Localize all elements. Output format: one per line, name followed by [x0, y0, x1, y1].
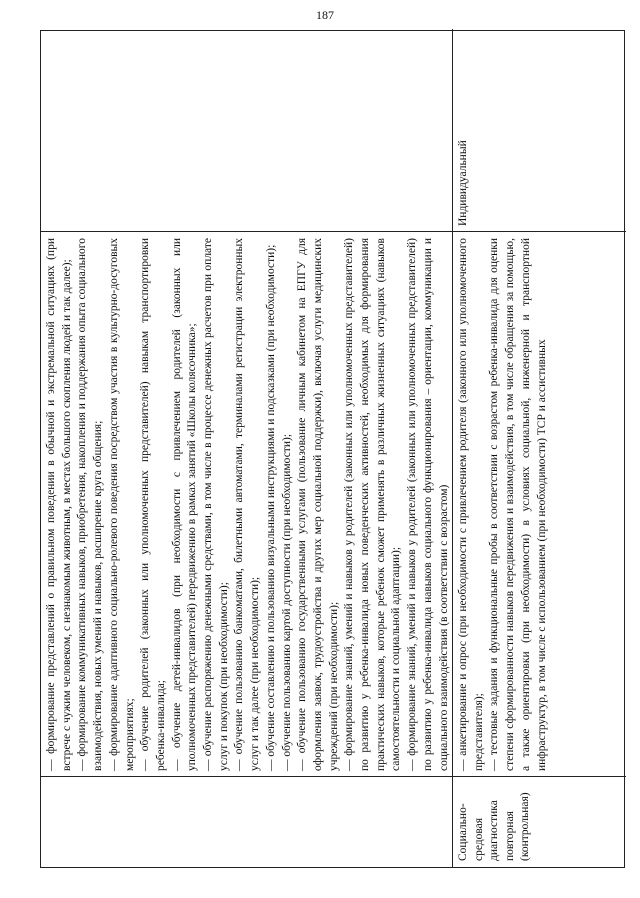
- service-name-cell: Социально-средовая диагностика повторная (контрольная): [457, 792, 531, 861]
- activity-item: — анкетирование и опрос (при необходимости с привлечением родителя (законного или уполномоченного представителя);: [457, 238, 485, 771]
- activity-item: — обучение родителей (законных или уполномоченных представителей) навыкам транспортировки ребенка-инвалида;: [139, 238, 167, 771]
- rehabilitation-table: [40, 30, 625, 868]
- activity-item: — обучение пользованию государственными услугами (пользование личным кабинетом на ЕПГУ для оформления заявок, трудоустройства и других мер социальной поддержки), включая услуги медицинских учреждений (при необходимости);: [296, 238, 340, 771]
- page-number: 187: [316, 8, 334, 22]
- activity-item: — тестовые задания и функциональные пробы в соответствии с возрастом ребенка-инвалида для оценки степени сформированности навыков передвижения и взаимодействия, в том числе обращения за помощью, а также ориентировки (при необходимости) в условиях социальной, инженерной и транспортной инфраструктур, в том числе с использованием (при необходимости) ТСР и ассистивных: [488, 238, 548, 771]
- activity-item: — формирование коммуникативных навыков, приобретения, накопления и поддержания опыта социального взаимодействия, новых умений и навыков, расширение круга общения;: [76, 238, 105, 771]
- rotated-table-page: [40, 30, 625, 868]
- activity-item: — формирование знаний, умений и навыков у родителей (законных или уполномоченных представителей) по развитию у ребенка-инвалида новых поведенческих активностей, необходимых для формирования практических навыков, которые ребенок сможет применять в различных жизненных ситуациях (навыков самостоятельности и социальной адаптации);: [343, 238, 403, 771]
- form-cell: Индивидуальный: [457, 140, 469, 226]
- activities-cell: [453, 232, 626, 777]
- activity-item: — обучение пользованию банкоматами, билетными автоматами, терминалами регистрации электронных услуг и так далее (при необходимости);: [233, 238, 262, 771]
- activity-item: — формирование представлений о правильном поведении в обычной и экстремальной ситуациях (при встрече с чужим человеком, с незнакомым животным, в местах большого скопления людей и так далее);: [45, 238, 73, 771]
- activity-item: — формирование адаптивного социально-ролевого поведения посредством участия в культурно-досуговых мероприятиях;: [107, 238, 136, 771]
- activities-cell: [41, 232, 452, 777]
- activity-item: — обучение распоряжению денежными средствами, в том числе в процессе денежных расчетов при оплате услуг и покупок (при необходимости);: [202, 238, 230, 771]
- service-name-cell: [41, 777, 452, 867]
- form-cell: [41, 29, 452, 232]
- activity-item: — обучение составлению и пользованию визуальными инструкциями и подсказками (при необходимости);: [264, 244, 277, 771]
- activity-item: — обучение детей-инвалидов (при необходимости с привлечением родителей (законных или уполномоченных представителей) передвижению в рамках занятий «Школы колясочника»;: [170, 238, 199, 771]
- activity-item: — формирование знаний, умений и навыков у родителей (законных или уполномоченных представителей) по развитию у ребенка-инвалида навыков социального функционирования – ориентации, коммуникации и социального взаимодействия (в соответствии с возрастом): [406, 238, 450, 771]
- table-row: [453, 29, 626, 867]
- table-row: [41, 29, 453, 867]
- activity-item: — обучение пользованию картой доступности (при необходимости);: [280, 433, 293, 771]
